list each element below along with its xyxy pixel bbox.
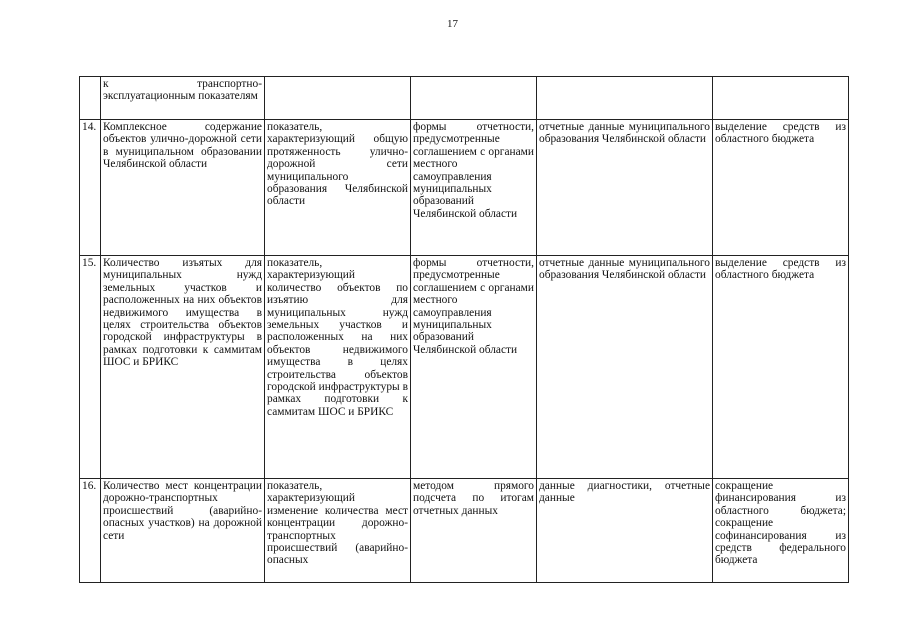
data-source-cell [537, 77, 713, 120]
table-row [80, 256, 849, 479]
collection-method-cell: формы отчетности, предусмотренные соглашением с органами местного самоуправления муниципальных образований Челябинской области [411, 120, 537, 256]
row-number: 14. [80, 120, 101, 256]
indicator-definition-cell [265, 77, 411, 120]
collection-method-cell [411, 77, 537, 120]
table-row [80, 77, 849, 120]
data-source-cell: отчетные данные муниципального образования Челябинской области [537, 120, 713, 256]
row-number: 15. [80, 256, 101, 479]
indicator-definition-cell: показатель, характеризующий количество объектов по изъятию для муниципальных нужд земельных участков и расположенных на них объектов недвижимого имущества в целях строительства объектов городской инфраструктуры в рамках подготовки к саммитам ШОС и БРИКС [265, 256, 411, 479]
consequence-cell: выделение средств из областного бюджета [713, 120, 849, 256]
page-number: 17 [447, 18, 458, 30]
row-number [80, 77, 101, 120]
collection-method-cell: методом прямого подсчета по итогам отчетных данных [411, 479, 537, 583]
indicators-table [79, 76, 849, 583]
consequence-cell: сокращение финансирования из областного бюджета; сокращение софинансирования из средств федерального бюджета [713, 479, 849, 583]
data-source-cell: данные диагностики, отчетные данные [537, 479, 713, 583]
collection-method-cell: формы отчетности, предусмотренные соглашением с органами местного самоуправления муниципальных образований Челябинской области [411, 256, 537, 479]
consequence-cell: выделение средств из областного бюджета [713, 256, 849, 479]
indicator-name-cell: к транспортно-эксплуатационным показателям [101, 77, 265, 120]
indicator-definition-cell: показатель, характеризующий общую протяженность улично-дорожной сети муниципального образования Челябинской области [265, 120, 411, 256]
data-source-cell: отчетные данные муниципального образования Челябинской области [537, 256, 713, 479]
table-row [80, 479, 849, 583]
indicator-name-cell: Количество изъятых для муниципальных нужд земельных участков и расположенных на них объектов недвижимого имущества в целях строительства объектов городской инфраструктуры в рамках подготовки к саммитам ШОС и БРИКС [101, 256, 265, 479]
consequence-cell [713, 77, 849, 120]
table-row [80, 120, 849, 256]
indicator-definition-cell: показатель, характеризующий изменение количества мест концентрации дорожно-транспортных происшествий (аварийно-опасных [265, 479, 411, 583]
indicator-name-cell: Комплексное содержание объектов улично-дорожной сети в муниципальном образовании Челябинской области [101, 120, 265, 256]
row-number: 16. [80, 479, 101, 583]
indicator-name-cell: Количество мест концентрации дорожно-транспортных происшествий (аварийно-опасных участков) на дорожной сети [101, 479, 265, 583]
